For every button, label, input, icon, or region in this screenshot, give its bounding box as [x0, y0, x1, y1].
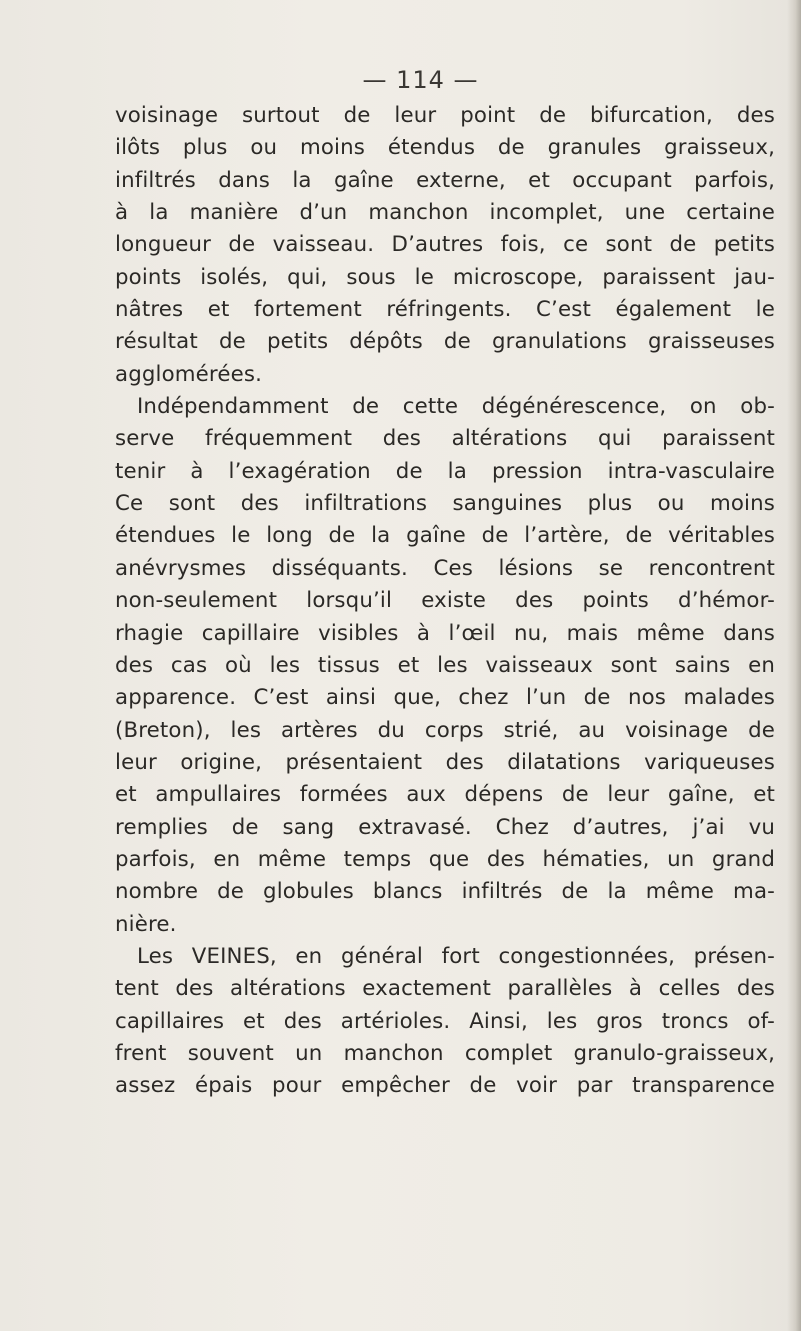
text-line: à la manière d’un manchon incomplet, une certaine: [115, 200, 775, 226]
text-line: non-seulement lorsqu’il existe des points d’hémor-: [115, 588, 775, 614]
text-line: tent des altérations exactement parallèles à celles des: [115, 976, 775, 1002]
text-line: résultat de petits dépôts de granulations graisseuses: [115, 329, 775, 355]
text-line: apparence. C’est ainsi que, chez l’un de nos malades: [115, 685, 775, 711]
text-line: nombre de globules blancs infiltrés de la même ma-: [115, 879, 775, 905]
text-line: anévrysmes disséquants. Ces lésions se rencontrent: [115, 555, 775, 581]
text-line: étendues le long de la gaîne de l’artère, de véritables: [115, 523, 775, 549]
text-line: serve fréquemment des altérations qui paraissent: [115, 426, 775, 452]
text-line: remplies de sang extravasé. Chez d’autres, j’ai vu: [115, 814, 775, 840]
text-line: assez épais pour empêcher de voir par transparence: [115, 1073, 775, 1099]
text-line: leur origine, présentaient des dilatations variqueuses: [115, 749, 775, 775]
text-line: rhagie capillaire visibles à l’œil nu, mais même dans: [115, 620, 775, 646]
text-line: (Breton), les artères du corps strié, au voisinage de: [115, 717, 775, 743]
text-line: longueur de vaisseau. D’autres fois, ce sont de petits: [115, 232, 775, 258]
text-line: ilôts plus ou moins étendus de granules graisseux,: [115, 135, 775, 161]
text-line: nière.: [115, 911, 177, 937]
text-line: agglomérées.: [115, 361, 263, 387]
text-line: des cas où les tissus et les vaisseaux sont sains en: [115, 652, 775, 678]
page-edge-shadow: [787, 0, 801, 1331]
text-line: voisinage surtout de leur point de bifurcation, des: [115, 103, 775, 128]
text-line: capillaires et des artérioles. Ainsi, les gros troncs of-: [115, 1008, 775, 1034]
text-line: points isolés, qui, sous le microscope, paraissent jau-: [115, 264, 775, 290]
text-line: Les VEINES, en général fort congestionnées, présen-: [137, 943, 775, 969]
page-number: — 114 —: [362, 66, 479, 94]
text-line: nâtres et fortement réfringents. C’est également le: [115, 297, 775, 323]
text-line: Indépendamment de cette dégénérescence, on ob-: [137, 394, 775, 420]
text-line: et ampullaires formées aux dépens de leur gaîne, et: [115, 782, 775, 808]
text-line: Ce sont des infiltrations sanguines plus ou moins: [115, 491, 775, 517]
text-line: infiltrés dans la gaîne externe, et occupant parfois,: [115, 167, 775, 193]
body-text: [115, 100, 775, 1103]
text-line: tenir à l’exagération de la pression intra-vasculaire: [115, 458, 775, 484]
text-line: parfois, en même temps que des hématies, un grand: [115, 846, 775, 872]
text-line: frent souvent un manchon complet granulo-graisseux,: [115, 1040, 775, 1066]
